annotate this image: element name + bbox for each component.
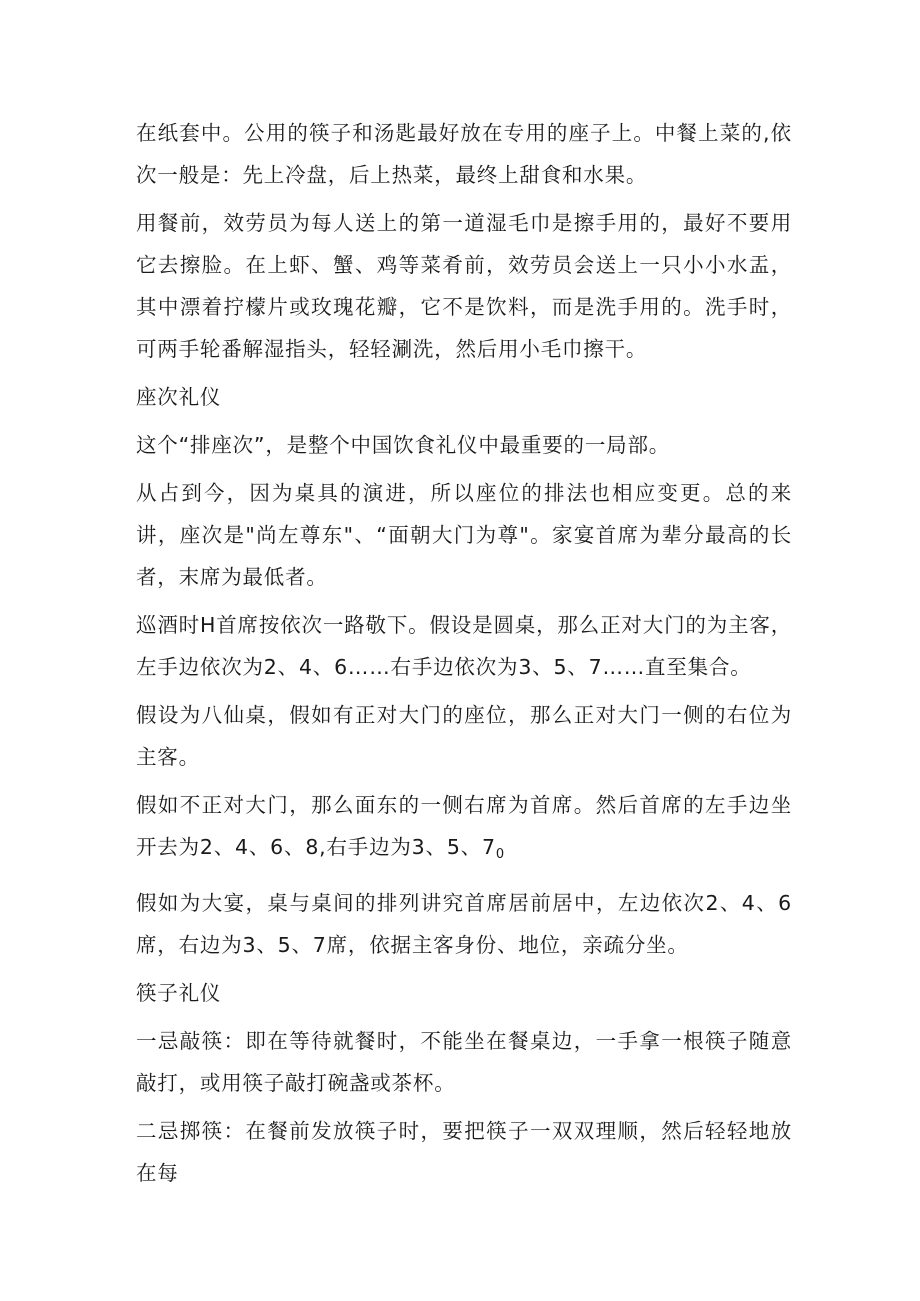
document-body: [136, 112, 792, 1200]
subscript-mark: 0: [495, 847, 505, 862]
paragraph: 用餐前，效劳员为每人送上的第一道湿毛巾是擦手用的，最好不要用它去擦脸。在上虾、蟹、鸡等菜肴前，效劳员会送上一只小小水盂，其中漂着拧檬片或玫瑰花瓣，它不是饮料，而是洗手用的。洗手时，可两手轮番解湿指头，轻轻涮洗，然后用小毛巾擦干。: [136, 211, 792, 361]
paragraph-text: 假如不正对大门，那么面东的一侧右席为首席。然后首席的左手边坐开去为2、4、6、8,右手边为3、5、7: [136, 793, 792, 859]
paragraph: 从占到今，因为桌具的演进，所以座位的排法也相应变更。总的来讲，座次是"尚左尊东"、“面朝大门为尊"。家宴首席为辈分最高的长者，末席为最低者。: [136, 481, 792, 589]
paragraph: 在纸套中。公用的筷子和汤匙最好放在专用的座子上。中餐上菜的,依次一般是：先上冷盘，后上热菜，最终上甜食和水果。: [136, 121, 792, 187]
paragraph: [136, 784, 792, 876]
section-heading: 筷子礼仪: [136, 981, 222, 1005]
paragraph: 一忌敲筷：即在等待就餐时，不能坐在餐桌边，一手拿一根筷子随意敲打，或用筷子敲打碗盏或茶杯。: [136, 1029, 792, 1095]
paragraph: 这个“排座次”，是整个中国饮食礼仪中最重要的一局部。: [136, 433, 671, 457]
paragraph: 巡酒时H首席按依次一路敬下。假设是圆桌，那么正对大门的为主客，左手边依次为2、4、6……右手边依次为3、5、7……直至集合。: [136, 613, 792, 679]
section-heading: 座次礼仪: [136, 385, 222, 409]
paragraph: 假设为八仙桌，假如有正对大门的座位，那么正对大门一侧的右位为主客。: [136, 703, 792, 769]
paragraph: 二忌掷筷：在餐前发放筷子时，要把筷子一双双理顺，然后轻轻地放在每: [136, 1119, 792, 1185]
paragraph: 假如为大宴，桌与桌间的排列讲究首席居前居中，左边依次2、4、6席，右边为3、5、7席，依据主客身份、地位，亲疏分坐。: [136, 891, 792, 957]
